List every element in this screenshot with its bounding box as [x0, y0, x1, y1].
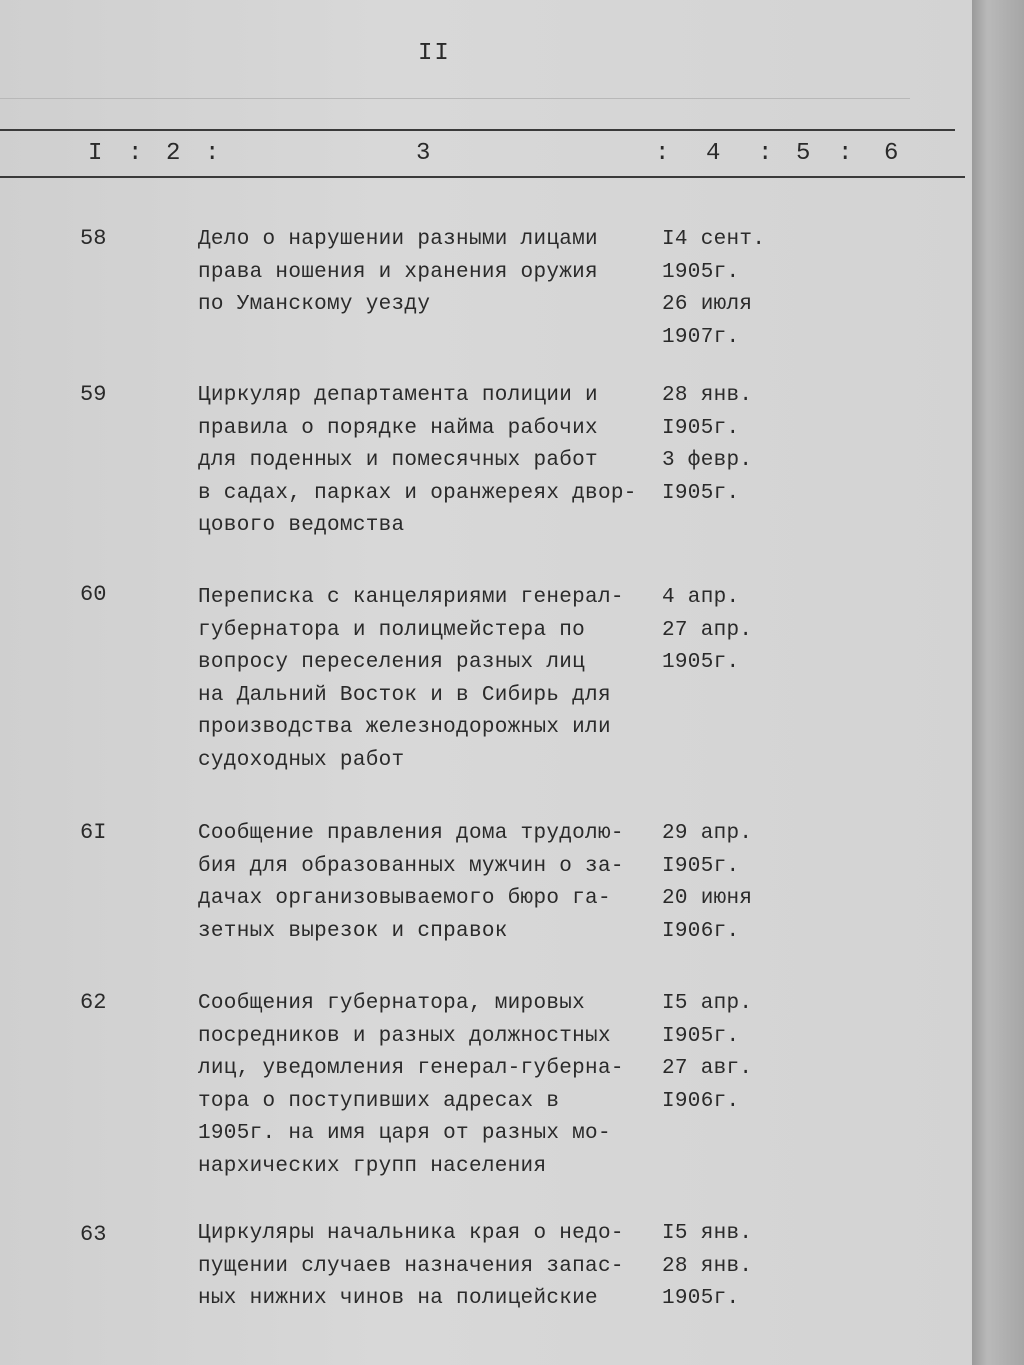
description-line: бия для образованных мужчин о за- [198, 854, 624, 878]
description-line: Циркуляры начальника края о недо- [198, 1222, 624, 1245]
description-line: посредников и разных должностных [198, 1024, 611, 1048]
entry-number: 58 [80, 226, 107, 251]
date-line: I5 янв. [662, 1222, 753, 1245]
description-line: Циркуляр департамента полиции и [198, 384, 598, 407]
date-line: I906г. [662, 1089, 740, 1113]
date-line: 27 авг. [662, 1057, 753, 1080]
description-line: зетных вырезок и справок [198, 919, 508, 943]
date-line: 26 июля [662, 293, 753, 316]
date-line: 3 февр. [662, 449, 753, 472]
faint-divider [0, 98, 910, 99]
entry-dates [662, 988, 792, 1118]
entry-description [198, 380, 658, 543]
date-line: 29 апр. [662, 822, 753, 845]
entry-number: 62 [80, 990, 107, 1015]
header-separator: : [128, 140, 143, 167]
description-line: в садах, парках и оранжереях двор- [198, 481, 637, 505]
date-line: 28 янв. [662, 384, 753, 407]
description-line: тора о поступивших адресах в [198, 1089, 560, 1113]
entry-description [198, 224, 658, 322]
description-line: по Уманскому уезду [198, 293, 431, 316]
description-line: Дело о нарушении разными лицами [198, 228, 598, 251]
entry-description [198, 988, 658, 1183]
date-line: 1905г. [662, 260, 740, 284]
entry-number: 6I [80, 820, 107, 845]
description-line: права ношения и хранения оружия [198, 260, 598, 284]
entry-description [198, 818, 658, 948]
description-line: судоходных работ [198, 748, 405, 772]
entry-dates [662, 224, 792, 354]
date-line: 4 апр. [662, 586, 740, 609]
date-line: I905г. [662, 481, 740, 505]
description-line: производства железнодорожных или [198, 716, 611, 739]
entry-dates [662, 380, 792, 510]
date-line: I906г. [662, 919, 740, 943]
header-bottom-rule [0, 176, 965, 178]
date-line: I905г. [662, 854, 740, 878]
description-line: пущении случаев назначения запас- [198, 1254, 624, 1278]
header-separator: : [758, 140, 773, 167]
description-line: цового ведомства [198, 514, 405, 537]
entry-dates [662, 818, 792, 948]
page-edge [972, 0, 1024, 1365]
entry-dates [662, 1218, 792, 1316]
date-line: 1905г. [662, 651, 740, 674]
header-col-1: I [88, 140, 103, 167]
date-line: 1905г. [662, 1287, 740, 1310]
date-line: I4 сент. [662, 228, 766, 251]
entry-dates [662, 582, 792, 680]
description-line: правила о порядке найма рабочих [198, 416, 598, 440]
page-number: II [418, 40, 451, 67]
description-line: Сообщения губернатора, мировых [198, 992, 586, 1015]
header-separator: : [838, 140, 853, 167]
date-line: 28 янв. [662, 1254, 753, 1278]
header-separator: : [205, 140, 220, 167]
description-line: ных нижних чинов на полицейские [198, 1287, 598, 1310]
header-separator: : [655, 140, 670, 167]
description-line: лиц, уведомления генерал-губерна- [198, 1057, 624, 1080]
header-col-3: 3 [416, 140, 431, 167]
description-line: на Дальний Восток и в Сибирь для [198, 683, 611, 707]
entry-number: 59 [80, 382, 107, 407]
description-line: нархических групп населения [198, 1154, 547, 1178]
header-col-4: 4 [706, 140, 721, 167]
description-line: для поденных и помесячных работ [198, 449, 598, 472]
date-line: 20 июня [662, 887, 753, 910]
description-line: Переписка с канцеляриями генерал- [198, 586, 624, 609]
description-line: Сообщение правления дома трудолю- [198, 822, 624, 845]
header-top-rule [0, 129, 955, 131]
description-line: губернатора и полицмейстера по [198, 618, 586, 642]
entry-number: 60 [80, 582, 107, 607]
date-line: 1907г. [662, 325, 740, 349]
header-col-2: 2 [166, 140, 181, 167]
date-line: I905г. [662, 1024, 740, 1048]
header-col-6: 6 [884, 140, 899, 167]
description-line: вопросу переселения разных лиц [198, 651, 586, 674]
entry-number: 63 [80, 1222, 107, 1247]
date-line: I5 апр. [662, 992, 753, 1015]
entry-description [198, 582, 658, 777]
description-line: 1905г. на имя царя от разных мо- [198, 1122, 611, 1145]
description-line: дачах организовываемого бюро га- [198, 887, 611, 910]
date-line: I905г. [662, 416, 740, 440]
entry-description [198, 1218, 658, 1316]
header-col-5: 5 [796, 140, 811, 167]
date-line: 27 апр. [662, 618, 753, 642]
